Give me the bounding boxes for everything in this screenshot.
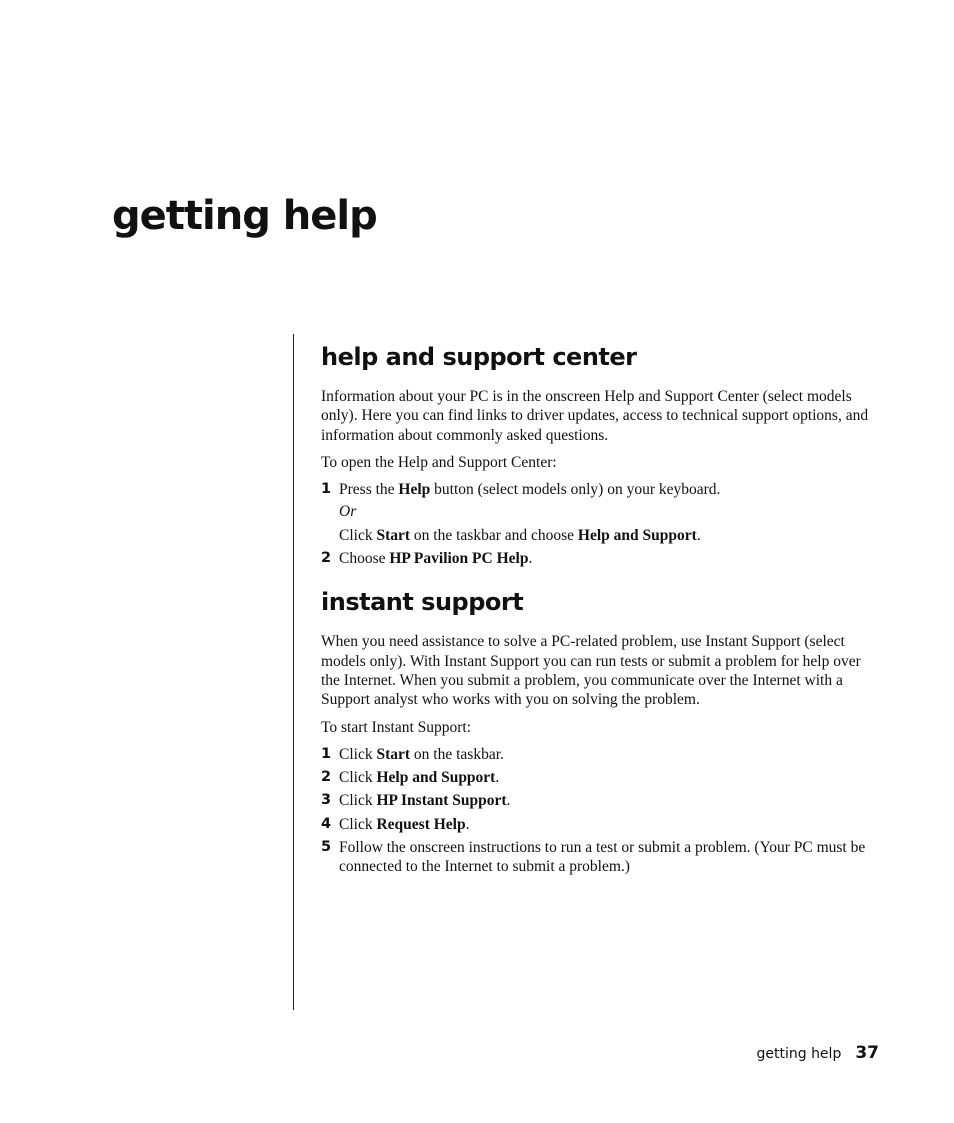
page-footer <box>756 1043 879 1063</box>
step-text: Click <box>339 745 377 763</box>
step-text: Choose <box>339 550 390 568</box>
footer-label: getting help <box>756 1046 842 1062</box>
step-bold-term: Start <box>376 526 411 544</box>
step-text: Click <box>339 526 377 544</box>
list-item <box>321 815 883 834</box>
list-item <box>321 838 883 877</box>
step-number: 2 <box>321 769 332 786</box>
step-bold-term: Start <box>376 745 411 763</box>
step-bold-term: HP Instant Support <box>376 792 507 810</box>
step-text: Click <box>339 792 377 810</box>
step-text: on the taskbar and choose <box>410 526 578 544</box>
chapter-title: getting help <box>112 193 377 239</box>
step-text: Click <box>339 769 377 787</box>
section-lead-paragraph: To start Instant Support: <box>321 718 472 736</box>
section-heading-instant-support: instant support <box>321 588 524 617</box>
steps-list-instant-support <box>321 745 883 877</box>
step-bold-term: HP Pavilion PC Help <box>389 550 529 568</box>
page-number: 37 <box>855 1043 879 1063</box>
step-text: . <box>495 769 500 787</box>
section-heading-help-and-support-center: help and support center <box>321 343 637 371</box>
step-text: Follow the onscreen instructions to run a test or submit a problem. (Your PC must be connected to the Internet to submit a problem.) <box>339 839 866 876</box>
step-text: . <box>506 792 511 810</box>
step-text: . <box>528 550 533 568</box>
step-text: Press the <box>339 481 399 499</box>
step-number: 1 <box>321 745 332 762</box>
section-lead-paragraph: To open the Help and Support Center: <box>321 453 557 471</box>
step-text: . <box>696 526 701 544</box>
section-intro-paragraph: Information about your PC is in the onscreen Help and Support Center (select models only). Here you can find links to driver updates, access to technical support options, and information about commonly asked questions. <box>321 388 869 444</box>
step-text: Click <box>339 815 377 833</box>
main-content <box>321 337 883 881</box>
list-item <box>321 745 883 764</box>
list-item <box>321 768 883 787</box>
step-bold-term: Help and Support <box>376 769 496 787</box>
vertical-rule <box>293 334 294 1010</box>
list-item <box>321 791 883 810</box>
section-intro-paragraph: When you need assistance to solve a PC-related problem, use Instant Support (select models only). With Instant Support you can run tests or submit a problem for help over the Internet. When you submit a problem, you communicate over the Internet with a Support analyst who works with you on solving the problem. <box>321 633 861 709</box>
step-bold-term: Help and Support <box>577 526 697 544</box>
step-text: button (select models only) on your keyboard. <box>430 481 721 499</box>
step-bold-term: Request Help <box>376 815 466 833</box>
or-separator: Or <box>339 503 357 521</box>
list-item <box>321 480 883 545</box>
step-number: 5 <box>321 839 332 856</box>
step-bold-term: Help <box>398 481 431 499</box>
alternate-instruction <box>339 526 883 545</box>
step-number: 3 <box>321 792 332 809</box>
step-text: on the taskbar. <box>410 745 504 763</box>
step-text: . <box>465 815 470 833</box>
steps-list-help-center <box>321 480 883 568</box>
list-item <box>321 549 883 568</box>
step-number: 2 <box>321 550 332 567</box>
step-number: 1 <box>321 481 332 498</box>
step-number: 4 <box>321 815 332 832</box>
